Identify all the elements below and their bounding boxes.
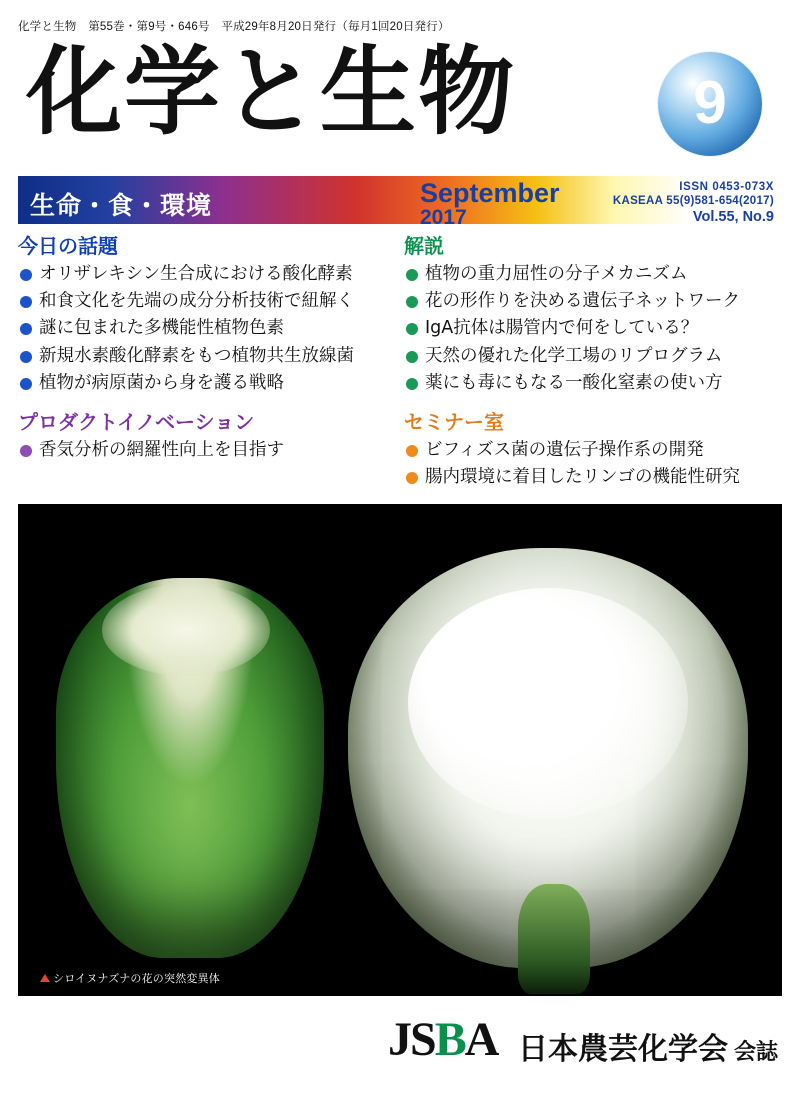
list-item[interactable] <box>18 262 396 287</box>
toc-list-review <box>404 262 782 396</box>
toc-list-seminar <box>404 438 782 490</box>
bullet-icon <box>20 445 32 457</box>
list-item[interactable] <box>18 289 396 314</box>
imprint-line: 化学と生物 第55巻・第9号・646号 平成29年8月20日発行（毎月1回20日発行） <box>18 21 450 33</box>
bullet-icon <box>20 351 32 363</box>
list-item[interactable] <box>404 262 782 287</box>
table-of-contents <box>18 234 782 488</box>
society-suffix-text: 会誌 <box>734 1040 779 1065</box>
toc-section-heading-review: 解説 <box>404 234 444 258</box>
bullet-icon <box>406 269 418 281</box>
jsba-logo <box>388 1012 497 1067</box>
bullet-icon <box>20 269 32 281</box>
banner-tagline: 生命・食・環境 <box>30 191 213 220</box>
issue-number-text: 9 <box>693 69 727 137</box>
volume-text: Vol.55, No.9 <box>692 209 774 226</box>
toc-item-label: 謎に包まれた多機能性植物色素 <box>39 318 284 339</box>
issue-number-badge <box>658 52 762 156</box>
bullet-icon <box>406 351 418 363</box>
logo-text-b: B <box>434 1013 465 1066</box>
society-name <box>518 1024 778 1068</box>
toc-item-label: IgA抗体は腸管内で何をしている？ <box>425 318 699 339</box>
issn-block <box>613 180 774 227</box>
bullet-icon <box>406 296 418 308</box>
spacer <box>404 398 782 410</box>
list-item[interactable] <box>404 344 782 369</box>
bullet-icon <box>20 378 32 390</box>
toc-list-topics <box>18 262 396 396</box>
logo-text-js: JS <box>388 1013 435 1066</box>
list-item[interactable] <box>404 438 782 463</box>
logo-text-a: A <box>464 1013 498 1066</box>
toc-section-heading-product-innovation: プロダクトイノベーション <box>18 409 255 434</box>
triangle-icon <box>40 974 50 982</box>
society-name-text: 日本農芸化学会 <box>518 1032 728 1067</box>
banner-month: September <box>420 178 560 208</box>
spacer <box>18 398 396 410</box>
toc-item-label: ビフィズス菌の遺伝子操作系の開発 <box>425 439 704 460</box>
bullet-icon <box>406 472 418 484</box>
coden-text: KASEAA 55(9)581-654(2017) <box>612 195 774 208</box>
toc-item-label: 花の形作りを決める遺伝子ネットワーク <box>425 291 740 312</box>
toc-column-right <box>404 234 782 492</box>
toc-item-label: 植物の重力屈性の分子メカニズム <box>425 264 688 284</box>
list-item[interactable] <box>404 371 782 396</box>
bullet-icon <box>406 445 418 457</box>
issn-text: ISSN 0453-073X <box>679 181 774 193</box>
toc-column-left <box>18 234 396 465</box>
toc-item-label: 香気分析の網羅性向上を目指す <box>39 439 284 460</box>
list-item[interactable] <box>18 371 396 396</box>
toc-item-label: 腸内環境に着目したリンゴの機能性研究 <box>425 467 740 488</box>
flower-bud-image <box>56 578 324 958</box>
list-item[interactable] <box>404 289 782 314</box>
page-title: 化学と生物 <box>26 36 516 148</box>
toc-list-product-innovation <box>18 438 396 463</box>
photo-caption <box>40 970 220 986</box>
toc-item-label: オリザレキシン生合成における酸化酵素 <box>39 264 353 284</box>
toc-item-label: 植物が病原菌から身を護る戦略 <box>39 372 284 393</box>
cover-photo <box>18 504 782 996</box>
toc-section-heading-seminar: セミナー室 <box>404 409 504 434</box>
list-item[interactable] <box>404 316 782 341</box>
flower-stem <box>518 884 590 994</box>
footer <box>18 1004 782 1078</box>
photo-caption-text: シロイヌナズナの花の突然変異体 <box>53 972 221 985</box>
toc-item-label: 天然の優れた化学工場のリプログラム <box>425 345 723 366</box>
bullet-icon <box>406 323 418 335</box>
toc-item-label: 和食文化を先端の成分分析技術で紐解く <box>39 291 354 312</box>
list-item[interactable] <box>18 344 396 369</box>
bullet-icon <box>20 323 32 335</box>
list-item[interactable] <box>404 465 782 490</box>
bullet-icon <box>406 378 418 390</box>
toc-item-label: 新規水素酸化酵素をもつ植物共生放線菌 <box>39 345 354 366</box>
toc-item-label: 薬にも毒にもなる一酸化窒素の使い方 <box>425 372 723 393</box>
banner-year: 2017 <box>420 206 467 229</box>
list-item[interactable] <box>18 438 396 463</box>
toc-section-heading-topics: 今日の話題 <box>18 234 118 258</box>
list-item[interactable] <box>18 316 396 341</box>
bullet-icon <box>20 296 32 308</box>
